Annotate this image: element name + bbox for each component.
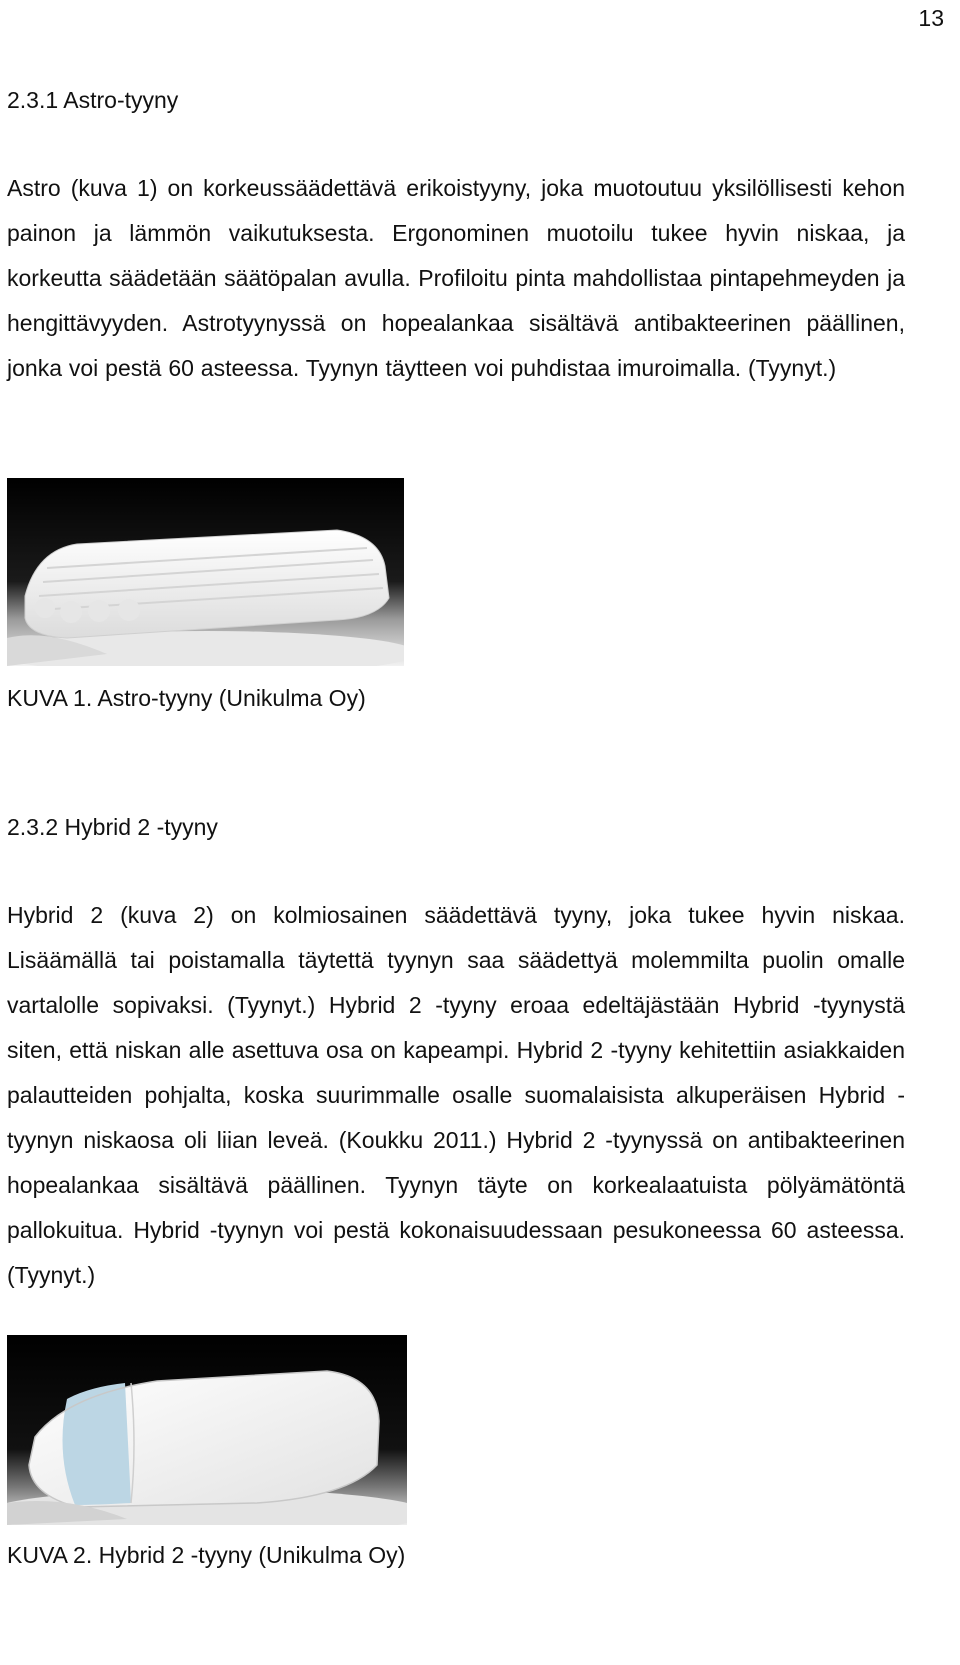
section-heading-astro: 2.3.1 Astro-tyyny <box>7 87 179 113</box>
figure-caption-astro: KUVA 1. Astro-tyyny (Unikulma Oy) <box>7 685 366 711</box>
hybrid-pillow-image <box>7 1335 407 1525</box>
hybrid-pillow-photo <box>7 1335 407 1525</box>
figure-caption-hybrid: KUVA 2. Hybrid 2 -tyyny (Unikulma Oy) <box>7 1542 406 1568</box>
astro-pillow-photo <box>7 478 404 666</box>
page-number: 13 <box>918 5 944 31</box>
astro-pillow-image <box>7 478 404 666</box>
paragraph-astro: Astro (kuva 1) on korkeussäädettävä erikoistyyny, joka muotoutuu yksilöllisesti kehon painon ja lämmön vaikutuksesta. Ergonominen muotoilu tukee hyvin niskaa, ja korkeutta säädetään säätöpalan avulla. Profiloitu pinta mahdollistaa pintapehmeyden ja hengittävyyden. Astrotyynyssä on hopealankaa sisältävä antibakteerinen päällinen, jonka voi pestä 60 asteessa. Tyynyn täytteen voi puhdistaa imuroimalla. (Tyynyt.) <box>7 175 905 381</box>
paragraph-hybrid: Hybrid 2 (kuva 2) on kolmiosainen säädettävä tyyny, joka tukee hyvin niskaa. Lisäämällä tai poistamalla täytettä tyynyn saa säädettyä molemmilta puolin omalle vartalolle sopivaksi. (Tyynyt.) Hybrid 2 -tyyny eroaa edeltäjästään Hybrid -tyynystä siten, että niskan alle asettuva osa on kapeampi. Hybrid 2 -tyyny kehitettiin asiakkaiden palautteiden pohjalta, koska suurimmalle osalle suomalaisista alkuperäisen Hybrid -tyynyn niskaosa oli liian leveä. (Koukku 2011.) Hybrid 2 -tyynyssä on antibakteerinen hopealankaa sisältävä päällinen. Tyynyn täyte on korkealaatuista pölyämätöntä pallokuitua. Hybrid -tyynyn voi pestä kokonaisuudessaan pesukoneessa 60 asteessa. (Tyynyt.) <box>7 902 905 1288</box>
section-heading-hybrid: 2.3.2 Hybrid 2 -tyyny <box>7 814 218 840</box>
